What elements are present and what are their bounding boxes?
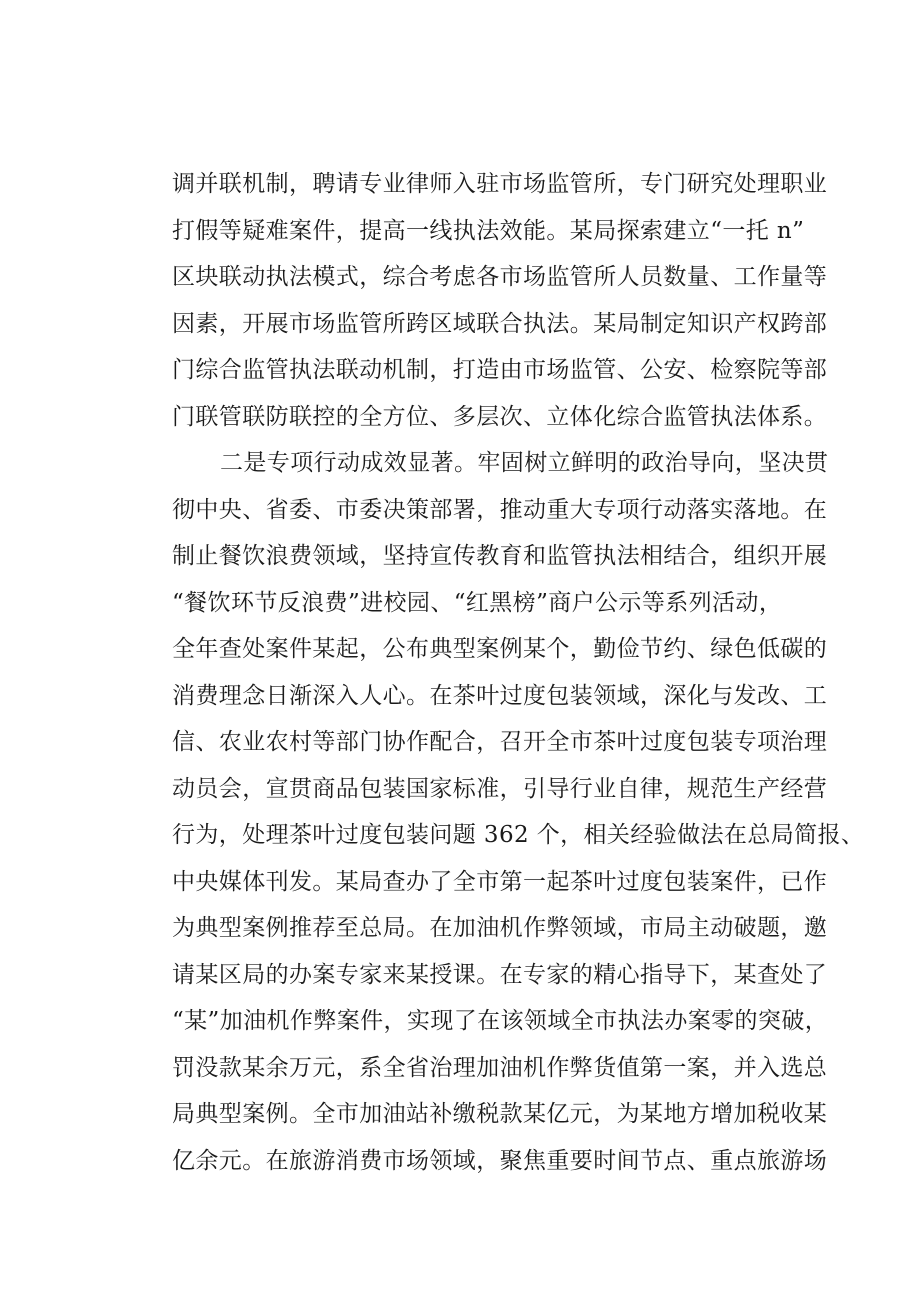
text-line: 全年查处案件某起，公布典型案例某个，勤俭节约、绿色低碳的 (172, 636, 828, 662)
text-line: 罚没款某余万元，系全省治理加油机作弊货值第一案，并入选总 (172, 1054, 828, 1081)
text-line: 门联管联防联控的全方位、多层次、立体化综合监管执法体系。 (172, 403, 828, 430)
paragraph-2 (172, 440, 865, 1184)
text-line: 中央媒体刊发。某局查办了全市第一起茶叶过度包装案件，已作 (172, 868, 828, 895)
paragraph-1 (172, 161, 832, 440)
text-line: 打假等疑难案件，提高一线执法效能。某局探索建立“一托 n” (172, 217, 805, 244)
text-line: 为典型案例推荐至总局。在加油机作弊领域，市局主动破题，邀 (172, 915, 828, 941)
text-line: 局典型案例。全市加油站补缴税款某亿元，为某地方增加税收某 (172, 1101, 828, 1127)
body-text (172, 161, 865, 1184)
text-line: 信、农业农村等部门协作配合，召开全市茶叶过度包装专项治理 (172, 729, 828, 755)
text-line: 亿余元。在旅游消费市场领域，聚焦重要时间节点、重点旅游场 (172, 1147, 828, 1174)
text-line: 调并联机制，聘请专业律师入驻市场监管所，专门研究处理职业 (172, 171, 828, 197)
text-line: 因素，开展市场监管所跨区域联合执法。某局制定知识产权跨部 (172, 310, 828, 337)
text-line: “某”加油机作弊案件，实现了在该领域全市执法办案零的突破， (172, 1008, 829, 1034)
text-line: 制止餐饮浪费领域，坚持宣传教育和监管执法相结合，组织开展 (172, 543, 828, 569)
text-line: 动员会，宣贯商品包装国家标准，引导行业自律，规范生产经营 (172, 775, 828, 802)
text-line: 二是专项行动成效显著。牢固树立鲜明的政治导向，坚决贯 (220, 450, 829, 476)
text-line: 请某区局的办案专家来某授课。在专家的精心指导下，某查处了 (172, 961, 828, 988)
text-line: 门综合监管执法联动机制，打造由市场监管、公安、检察院等部 (172, 357, 828, 383)
text-line: 区块联动执法模式，综合考虑各市场监管所人员数量、工作量等 (172, 264, 828, 290)
text-line: 彻中央、省委、市委决策部署，推动重大专项行动落实落地。在 (172, 496, 828, 523)
text-line: 消费理念日渐深入人心。在茶叶过度包装领域，深化与发改、工 (172, 682, 828, 709)
text-line: “餐饮环节反浪费”进校园、“红黑榜”商户公示等系列活动， (172, 589, 783, 616)
text-line: 行为，处理茶叶过度包装问题 362 个，相关经验做法在总局简报、 (172, 822, 865, 848)
